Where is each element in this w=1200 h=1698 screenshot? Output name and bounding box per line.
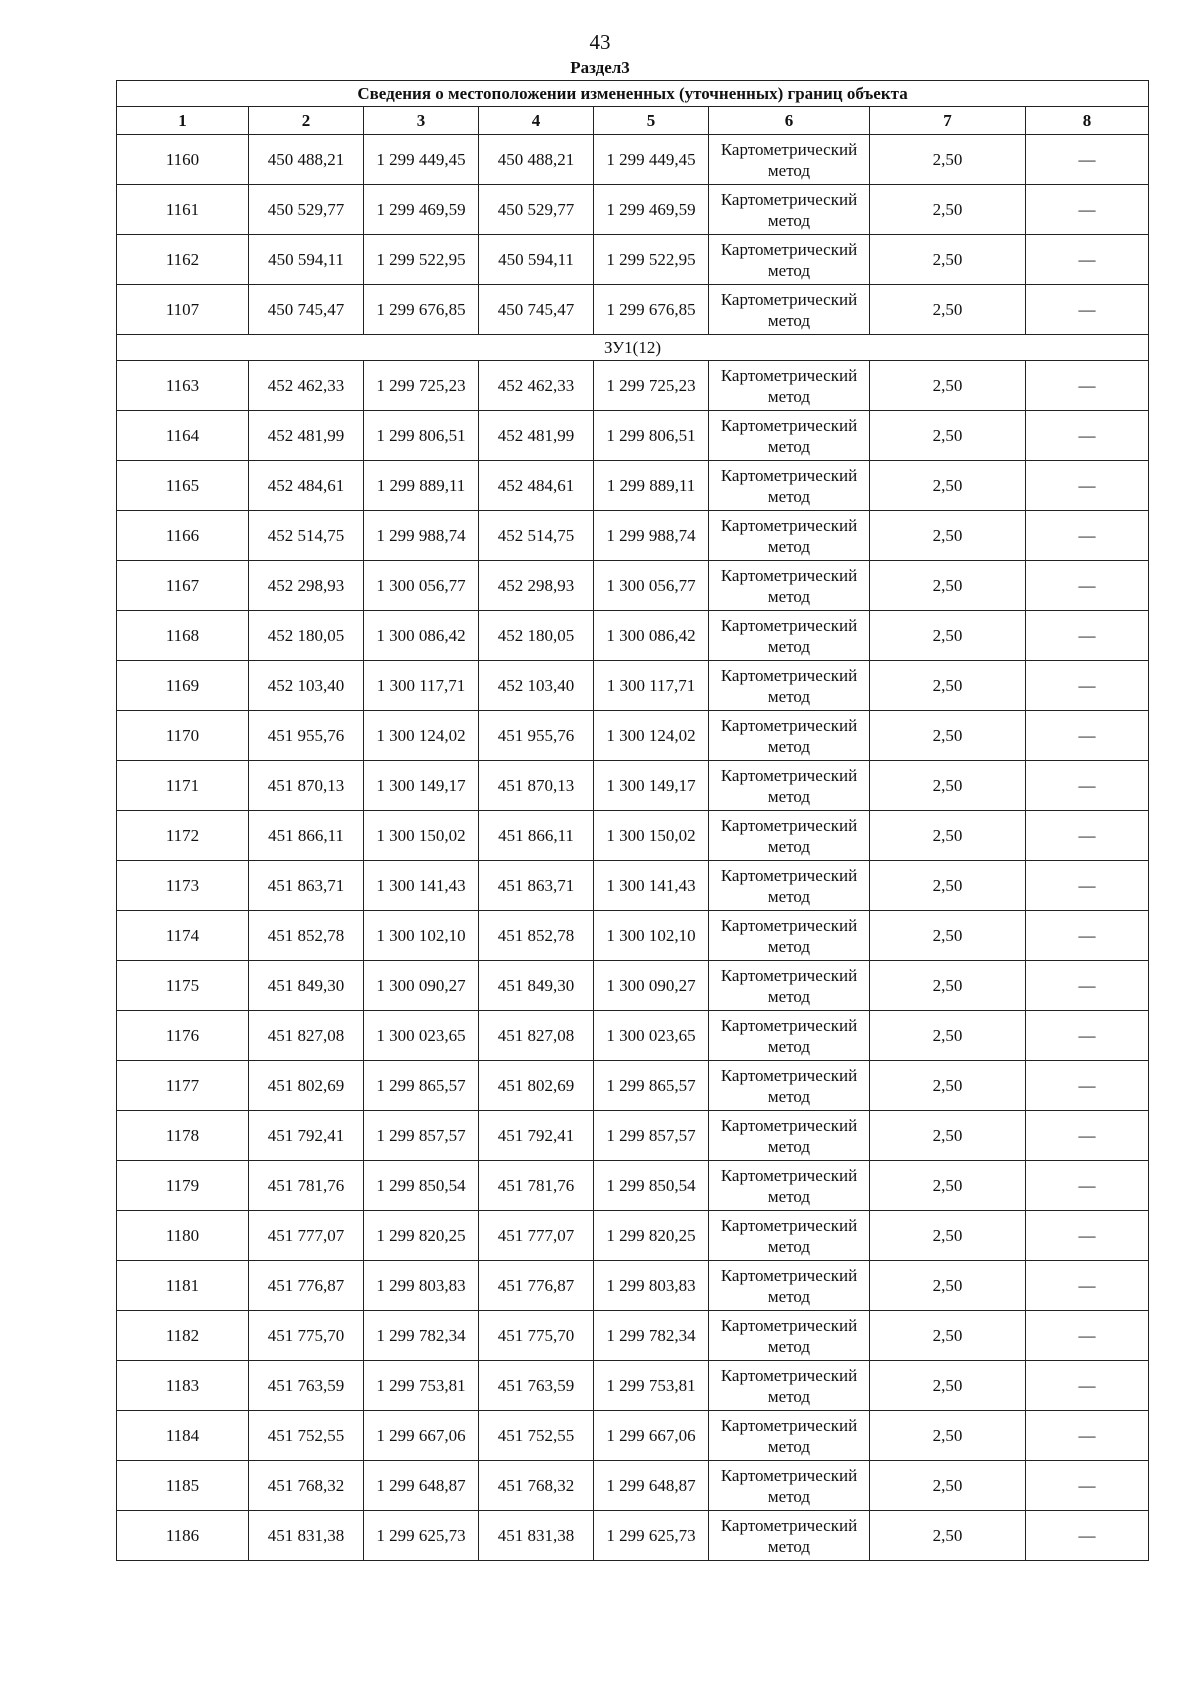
table-cell: 2,50 [870, 461, 1026, 511]
table-cell: 2,50 [870, 661, 1026, 711]
table-cell: Картометрический метод [709, 611, 870, 661]
table-cell: 452 298,93 [249, 561, 364, 611]
table-cell: Картометрический метод [709, 1361, 870, 1411]
table-cell: 451 863,71 [479, 861, 594, 911]
table-cell: 1 300 149,17 [594, 761, 709, 811]
table-cell: 1 300 056,77 [594, 561, 709, 611]
table-cell: 451 955,76 [479, 711, 594, 761]
table-cell: 1 299 469,59 [364, 185, 479, 235]
table-cell: 2,50 [870, 1361, 1026, 1411]
table-cell: 452 462,33 [249, 361, 364, 411]
table-cell: 1 299 820,25 [364, 1211, 479, 1261]
table-cell: Картометрический метод [709, 1211, 870, 1261]
table-cell: 451 777,07 [479, 1211, 594, 1261]
table-row [117, 1161, 1149, 1211]
group-row [117, 335, 1149, 361]
table-cell: 452 103,40 [249, 661, 364, 711]
table-cell: — [1026, 285, 1149, 335]
table-cell: 2,50 [870, 411, 1026, 461]
table-cell: 1 300 023,65 [594, 1011, 709, 1061]
table-cell: 1 299 850,54 [594, 1161, 709, 1211]
table-row [117, 285, 1149, 335]
table-cell: 451 849,30 [479, 961, 594, 1011]
table-cell: — [1026, 1161, 1149, 1211]
table-cell: 1167 [117, 561, 249, 611]
table-cell: 450 745,47 [479, 285, 594, 335]
table-cell: Картометрический метод [709, 1511, 870, 1561]
table-row [117, 1411, 1149, 1461]
table-cell: 2,50 [870, 861, 1026, 911]
table-cell: 1165 [117, 461, 249, 511]
table-cell: 451 831,38 [479, 1511, 594, 1561]
table-row [117, 1111, 1149, 1161]
column-header: 2 [249, 107, 364, 135]
table-cell: 1173 [117, 861, 249, 911]
table-cell: 1171 [117, 761, 249, 811]
table-cell: Картометрический метод [709, 661, 870, 711]
table-row [117, 811, 1149, 861]
table-row [117, 511, 1149, 561]
table-cell: 1 300 102,10 [364, 911, 479, 961]
table-row [117, 1461, 1149, 1511]
table-cell: 1179 [117, 1161, 249, 1211]
table-cell: 1164 [117, 411, 249, 461]
table-cell: 1 299 676,85 [594, 285, 709, 335]
table-cell: 2,50 [870, 1211, 1026, 1261]
table-cell: 2,50 [870, 361, 1026, 411]
table-cell: — [1026, 711, 1149, 761]
table-row [117, 1061, 1149, 1111]
table-cell: 451 870,13 [249, 761, 364, 811]
column-header: 7 [870, 107, 1026, 135]
table-row [117, 185, 1149, 235]
table-cell: Картометрический метод [709, 911, 870, 961]
table-row [117, 1511, 1149, 1561]
column-header: 8 [1026, 107, 1149, 135]
table-cell: Картометрический метод [709, 511, 870, 561]
table-row [117, 1311, 1149, 1361]
table-cell: 1182 [117, 1311, 249, 1361]
table-cell: 451 870,13 [479, 761, 594, 811]
table-cell: — [1026, 411, 1149, 461]
table-cell: 452 298,93 [479, 561, 594, 611]
table-cell: 2,50 [870, 511, 1026, 561]
table-cell: 451 831,38 [249, 1511, 364, 1561]
table-cell: 1163 [117, 361, 249, 411]
table-cell: — [1026, 561, 1149, 611]
table-cell: Картометрический метод [709, 1161, 870, 1211]
table-cell: Картометрический метод [709, 1461, 870, 1511]
table-cell: 451 781,76 [479, 1161, 594, 1211]
table-cell: 1 299 857,57 [594, 1111, 709, 1161]
table-cell: 1 299 625,73 [594, 1511, 709, 1561]
table-cell: 452 484,61 [249, 461, 364, 511]
table-cell: 1 299 522,95 [364, 235, 479, 285]
table-cell: 1 299 725,23 [364, 361, 479, 411]
table-cell: 2,50 [870, 135, 1026, 185]
table-cell: 1 299 803,83 [364, 1261, 479, 1311]
table-cell: 1169 [117, 661, 249, 711]
table-cell: — [1026, 661, 1149, 711]
table-cell: 1184 [117, 1411, 249, 1461]
table-cell: 451 866,11 [479, 811, 594, 861]
table-cell: 1 299 820,25 [594, 1211, 709, 1261]
table-cell: 451 775,70 [479, 1311, 594, 1361]
table-cell: 1161 [117, 185, 249, 235]
table-cell: 1180 [117, 1211, 249, 1261]
table-cell: Картометрический метод [709, 761, 870, 811]
table-cell: 1 300 149,17 [364, 761, 479, 811]
table-cell: Картометрический метод [709, 1011, 870, 1061]
table-cell: 451 752,55 [479, 1411, 594, 1461]
table-cell: 1 300 090,27 [594, 961, 709, 1011]
table-cell: 1 299 865,57 [364, 1061, 479, 1111]
table-cell: 2,50 [870, 185, 1026, 235]
table-cell: 2,50 [870, 561, 1026, 611]
table-cell: 1 300 124,02 [364, 711, 479, 761]
table-cell: — [1026, 511, 1149, 561]
table-cell: — [1026, 611, 1149, 661]
table-cell: 452 481,99 [249, 411, 364, 461]
table-cell: Картометрический метод [709, 1411, 870, 1461]
table-cell: — [1026, 1111, 1149, 1161]
table-cell: 1 299 806,51 [364, 411, 479, 461]
table-cell: 451 827,08 [479, 1011, 594, 1061]
table-cell: 1 299 648,87 [364, 1461, 479, 1511]
table-cell: — [1026, 761, 1149, 811]
table-row [117, 235, 1149, 285]
table-cell: 1174 [117, 911, 249, 961]
table-cell: — [1026, 861, 1149, 911]
table-cell: 1 299 782,34 [594, 1311, 709, 1361]
table-cell: 1 299 676,85 [364, 285, 479, 335]
table-caption-row [117, 81, 1149, 107]
table-cell: 2,50 [870, 961, 1026, 1011]
table-cell: — [1026, 1411, 1149, 1461]
table-cell: 1178 [117, 1111, 249, 1161]
table-cell: 452 514,75 [479, 511, 594, 561]
table-cell: 1172 [117, 811, 249, 861]
table-cell: 2,50 [870, 1311, 1026, 1361]
table-cell: — [1026, 185, 1149, 235]
table-cell: 1 299 753,81 [364, 1361, 479, 1411]
table-cell: 2,50 [870, 1511, 1026, 1561]
table-cell: 1 299 865,57 [594, 1061, 709, 1111]
table-cell: 450 594,11 [249, 235, 364, 285]
table-cell: 1 300 056,77 [364, 561, 479, 611]
table-row [117, 135, 1149, 185]
table-cell: 1 299 449,45 [364, 135, 479, 185]
table-cell: 1176 [117, 1011, 249, 1061]
table-cell: — [1026, 361, 1149, 411]
table-cell: 1 299 725,23 [594, 361, 709, 411]
table-cell: 2,50 [870, 611, 1026, 661]
table-cell: 1183 [117, 1361, 249, 1411]
table-cell: Картометрический метод [709, 235, 870, 285]
table-cell: — [1026, 1361, 1149, 1411]
table-cell: 451 763,59 [479, 1361, 594, 1411]
table-cell: — [1026, 461, 1149, 511]
table-cell: — [1026, 235, 1149, 285]
table-cell: 451 849,30 [249, 961, 364, 1011]
table-cell: 1 299 449,45 [594, 135, 709, 185]
table-cell: 1 299 806,51 [594, 411, 709, 461]
table-cell: Картометрический метод [709, 285, 870, 335]
table-cell: 2,50 [870, 1411, 1026, 1461]
table-cell: 1186 [117, 1511, 249, 1561]
table-cell: — [1026, 1461, 1149, 1511]
table-cell: 450 488,21 [479, 135, 594, 185]
table-cell: 1 300 117,71 [364, 661, 479, 711]
table-cell: 1 299 988,74 [594, 511, 709, 561]
table-cell: 451 863,71 [249, 861, 364, 911]
table-row [117, 461, 1149, 511]
table-cell: 1166 [117, 511, 249, 561]
table-cell: 451 792,41 [249, 1111, 364, 1161]
table-row [117, 611, 1149, 661]
table-cell: 450 488,21 [249, 135, 364, 185]
table-cell: 1177 [117, 1061, 249, 1111]
table-cell: 1 299 648,87 [594, 1461, 709, 1511]
section-title: Раздел3 [570, 58, 630, 77]
table-cell: Картометрический метод [709, 961, 870, 1011]
table-cell: 1 300 150,02 [594, 811, 709, 861]
table-cell: 1 299 782,34 [364, 1311, 479, 1361]
table-cell: Картометрический метод [709, 811, 870, 861]
table-cell: — [1026, 811, 1149, 861]
table-cell: 452 462,33 [479, 361, 594, 411]
table-cell: 2,50 [870, 235, 1026, 285]
table-cell: 452 484,61 [479, 461, 594, 511]
table-row [117, 661, 1149, 711]
table-cell: Картометрический метод [709, 135, 870, 185]
table-cell: 1 299 667,06 [364, 1411, 479, 1461]
table-cell: 451 827,08 [249, 1011, 364, 1061]
table-cell: 451 776,87 [249, 1261, 364, 1311]
table-cell: 1 300 117,71 [594, 661, 709, 711]
table-cell: — [1026, 1211, 1149, 1261]
table-cell: 1181 [117, 1261, 249, 1311]
table-cell: 1 300 086,42 [364, 611, 479, 661]
table-cell: 1 299 667,06 [594, 1411, 709, 1461]
table-cell: 451 777,07 [249, 1211, 364, 1261]
table-cell: 1185 [117, 1461, 249, 1511]
table-row [117, 1261, 1149, 1311]
table-cell: 451 768,32 [479, 1461, 594, 1511]
table-cell: 1 299 850,54 [364, 1161, 479, 1211]
table-cell: 451 802,69 [249, 1061, 364, 1111]
table-cell: 1 300 102,10 [594, 911, 709, 961]
table-cell: 2,50 [870, 711, 1026, 761]
table-row [117, 561, 1149, 611]
table-cell: Картометрический метод [709, 861, 870, 911]
table-row [117, 861, 1149, 911]
table-row [117, 961, 1149, 1011]
table-cell: 2,50 [870, 1111, 1026, 1161]
table-cell: 2,50 [870, 285, 1026, 335]
table-row [117, 711, 1149, 761]
table-row [117, 761, 1149, 811]
table-cell: 450 745,47 [249, 285, 364, 335]
column-header: 6 [709, 107, 870, 135]
table-cell: 452 180,05 [479, 611, 594, 661]
table-cell: Картометрический метод [709, 185, 870, 235]
table-cell: 452 481,99 [479, 411, 594, 461]
table-cell: 1170 [117, 711, 249, 761]
table-cell: 2,50 [870, 1061, 1026, 1111]
table-cell: 451 792,41 [479, 1111, 594, 1161]
table-row [117, 361, 1149, 411]
table-row [117, 1211, 1149, 1261]
column-header: 5 [594, 107, 709, 135]
table-cell: 1 300 086,42 [594, 611, 709, 661]
table-cell: 451 768,32 [249, 1461, 364, 1511]
column-header: 4 [479, 107, 594, 135]
table-row [117, 1361, 1149, 1411]
table-cell: 452 103,40 [479, 661, 594, 711]
table-cell: 450 529,77 [249, 185, 364, 235]
table-cell: 1 300 090,27 [364, 961, 479, 1011]
table-cell: 2,50 [870, 811, 1026, 861]
table-caption: Сведения о местоположении измененных (уточненных) границ объекта [117, 81, 1149, 107]
table-cell: 1162 [117, 235, 249, 285]
table-cell: Картометрический метод [709, 1111, 870, 1161]
page-number: 43 [589, 30, 611, 54]
table-cell: 1 299 889,11 [594, 461, 709, 511]
table-cell: 451 852,78 [249, 911, 364, 961]
table-cell: Картометрический метод [709, 1261, 870, 1311]
table-cell: 1 300 141,43 [364, 861, 479, 911]
table-cell: 2,50 [870, 761, 1026, 811]
table-cell: 450 594,11 [479, 235, 594, 285]
table-cell: Картометрический метод [709, 1061, 870, 1111]
table-cell: 1 299 857,57 [364, 1111, 479, 1161]
table-cell: 1 300 124,02 [594, 711, 709, 761]
table-cell: 1 299 803,83 [594, 1261, 709, 1311]
table-cell: 452 180,05 [249, 611, 364, 661]
table-cell: 451 776,87 [479, 1261, 594, 1311]
table-cell: 1160 [117, 135, 249, 185]
table-cell: 1 300 023,65 [364, 1011, 479, 1061]
table-row [117, 911, 1149, 961]
table-cell: Картометрический метод [709, 411, 870, 461]
table-cell: 1107 [117, 285, 249, 335]
table-cell: 451 763,59 [249, 1361, 364, 1411]
table-cell: 1 299 988,74 [364, 511, 479, 561]
column-header: 3 [364, 107, 479, 135]
table-cell: 1 299 469,59 [594, 185, 709, 235]
table-cell: Картометрический метод [709, 461, 870, 511]
table-cell: 450 529,77 [479, 185, 594, 235]
table-cell: 1175 [117, 961, 249, 1011]
table-cell: — [1026, 135, 1149, 185]
table-cell: 452 514,75 [249, 511, 364, 561]
column-header: 1 [117, 107, 249, 135]
table-cell: 2,50 [870, 1011, 1026, 1061]
table-cell: 451 866,11 [249, 811, 364, 861]
table-cell: — [1026, 1261, 1149, 1311]
coordinates-table [116, 80, 1149, 1561]
table-cell: 451 752,55 [249, 1411, 364, 1461]
table-cell: 1 299 753,81 [594, 1361, 709, 1411]
table-cell: — [1026, 1011, 1149, 1061]
table-cell: 1 299 889,11 [364, 461, 479, 511]
table-cell: 451 802,69 [479, 1061, 594, 1111]
table-cell: 2,50 [870, 1261, 1026, 1311]
table-cell: Картометрический метод [709, 561, 870, 611]
table-cell: 451 852,78 [479, 911, 594, 961]
table-cell: — [1026, 911, 1149, 961]
table-cell: 2,50 [870, 1461, 1026, 1511]
table-cell: 1 300 150,02 [364, 811, 479, 861]
table-cell: — [1026, 961, 1149, 1011]
table-cell: 1168 [117, 611, 249, 661]
table-cell: 1 299 625,73 [364, 1511, 479, 1561]
table-cell: Картометрический метод [709, 361, 870, 411]
table-cell: 2,50 [870, 911, 1026, 961]
table-cell: 451 955,76 [249, 711, 364, 761]
table-cell: 451 781,76 [249, 1161, 364, 1211]
table-cell: Картометрический метод [709, 711, 870, 761]
table-row [117, 1011, 1149, 1061]
table-row [117, 411, 1149, 461]
table-cell: 2,50 [870, 1161, 1026, 1211]
table-cell: — [1026, 1061, 1149, 1111]
table-cell: 1 299 522,95 [594, 235, 709, 285]
table-cell: Картометрический метод [709, 1311, 870, 1361]
table-cell: 451 775,70 [249, 1311, 364, 1361]
column-header-row [117, 107, 1149, 135]
table-cell: — [1026, 1311, 1149, 1361]
group-label: ЗУ1(12) [117, 335, 1149, 361]
table-body [117, 135, 1149, 1561]
table-cell: 1 300 141,43 [594, 861, 709, 911]
table-cell: — [1026, 1511, 1149, 1561]
